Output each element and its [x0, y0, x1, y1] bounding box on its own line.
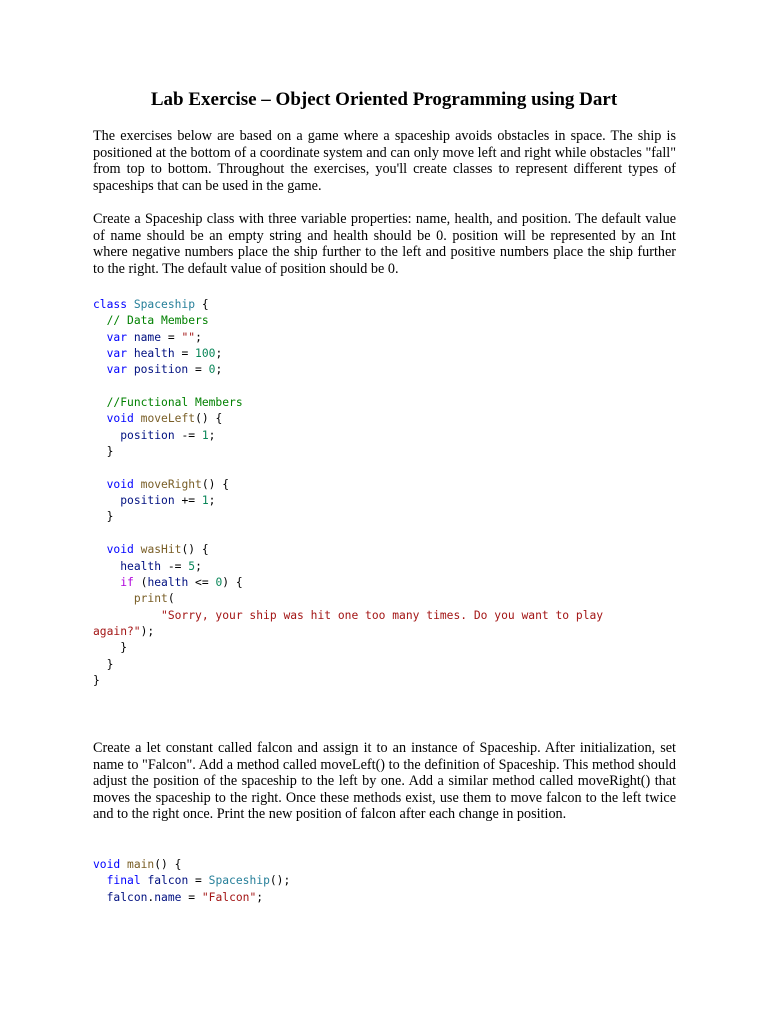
- code-token: var: [106, 347, 128, 361]
- code-line: [93, 575, 693, 591]
- code-line: [93, 857, 693, 873]
- code-line: [93, 657, 693, 673]
- code-token: wasHit: [140, 543, 182, 557]
- code-token: if: [120, 575, 134, 589]
- code-line: [93, 477, 693, 493]
- code-token: name: [154, 890, 182, 904]
- code-token: [93, 874, 107, 887]
- code-token: [127, 298, 134, 311]
- code-line: [93, 542, 693, 558]
- code-token: "Falcon": [201, 890, 257, 904]
- code-token: [93, 347, 107, 360]
- code-token: [93, 560, 120, 573]
- code-line: [93, 428, 693, 444]
- code-token: [93, 314, 107, 327]
- code-token: ) {: [222, 575, 243, 589]
- code-token: () {: [154, 858, 182, 871]
- code-line: [93, 890, 693, 906]
- code-token: [93, 429, 120, 442]
- main-function-code-block: [93, 857, 693, 906]
- code-token: ;: [195, 330, 202, 344]
- code-token: =: [188, 363, 209, 377]
- code-token: [93, 412, 107, 425]
- code-token: [120, 858, 127, 871]
- code-token: 100: [195, 347, 216, 361]
- document-title: Lab Exercise – Object Oriented Programming using Dart: [150, 89, 618, 110]
- code-token: [134, 543, 141, 556]
- code-token: .: [147, 890, 155, 904]
- code-token: health: [120, 559, 162, 573]
- code-token: [127, 363, 134, 376]
- code-token: var: [106, 330, 128, 344]
- code-token: [93, 576, 120, 589]
- code-line: [93, 460, 693, 476]
- code-token: 5: [188, 559, 196, 573]
- code-token: ;: [208, 494, 216, 508]
- code-token: moveLeft: [140, 412, 196, 426]
- code-token: }: [93, 673, 100, 687]
- code-token: [93, 609, 161, 622]
- code-token: falcon: [147, 874, 189, 888]
- code-token: ();: [269, 874, 291, 888]
- code-token: Spaceship: [133, 298, 196, 311]
- code-token: () {: [195, 412, 223, 426]
- code-token: [93, 363, 107, 376]
- code-token: health: [147, 575, 189, 589]
- code-line: [93, 608, 693, 624]
- code-line: [93, 526, 693, 542]
- code-line: [93, 379, 693, 395]
- code-token: () {: [181, 543, 209, 557]
- code-token: () {: [201, 477, 230, 491]
- code-token: <=: [188, 575, 216, 589]
- code-token: =: [174, 347, 196, 361]
- code-token: 1: [201, 494, 209, 508]
- code-line: [93, 673, 693, 689]
- code-token: ;: [215, 347, 223, 361]
- code-token: }: [93, 657, 114, 671]
- code-line: [93, 624, 693, 640]
- code-token: main: [127, 858, 155, 871]
- code-line: [93, 330, 693, 346]
- code-token: name: [133, 330, 162, 344]
- code-token: again?": [93, 624, 141, 638]
- code-token: print: [133, 592, 168, 606]
- code-token: 0: [215, 575, 223, 589]
- code-line: [93, 559, 693, 575]
- code-token: falcon: [106, 890, 148, 904]
- code-token: [134, 412, 141, 425]
- code-token: position: [133, 363, 189, 377]
- code-token: (: [133, 575, 148, 589]
- code-token: =: [161, 330, 182, 344]
- spaceship-task-paragraph: Create a Spaceship class with three variable properties: name, health, and position. The default value of name should be an empty string and health should be 0. position will be represented by an Int where negative numbers place the ship further to the left and positive numbers place the ship further to the right. The default value of position should be 0.: [93, 211, 676, 277]
- code-line: [93, 346, 693, 362]
- intro-paragraph: The exercises below are based on a game where a spaceship avoids obstacles in space. The ship is positioned at the bottom of a coordinate system and can only move left and right while obstacles "fall" from top to bottom. Throughout the exercises, you'll create classes to represent different types of spaceships that can be used in the game.: [93, 128, 676, 194]
- code-token: [134, 478, 141, 491]
- code-token: void: [106, 543, 134, 557]
- code-token: }: [93, 445, 114, 459]
- code-token: class: [93, 298, 128, 311]
- code-line: [93, 493, 693, 509]
- code-line: [93, 297, 693, 313]
- code-line: [93, 509, 693, 525]
- code-token: 0: [208, 363, 216, 377]
- code-line: [93, 313, 693, 329]
- code-token: [93, 494, 120, 507]
- code-line: [93, 873, 693, 889]
- code-token: -=: [161, 559, 189, 573]
- code-token: ;: [208, 428, 216, 442]
- code-token: final: [106, 874, 141, 888]
- code-token: {: [195, 298, 209, 311]
- code-token: [127, 347, 134, 360]
- code-token: moveRight: [140, 477, 202, 491]
- code-token: }: [93, 510, 114, 524]
- code-token: [93, 543, 107, 556]
- code-token: [93, 331, 107, 344]
- code-token: ;: [215, 363, 223, 377]
- code-token: "": [181, 330, 196, 344]
- code-token: [93, 396, 107, 409]
- code-token: [93, 592, 134, 605]
- code-line: [93, 444, 693, 460]
- falcon-task-paragraph: Create a let constant called falcon and assign it to an instance of Spaceship. After initialization, set name to "Falcon". Add a method called moveLeft() to the definition of Spaceship. This method should adjust the position of the spaceship to the left by one. Add a similar method called moveRight() that moves the spaceship to the right. Once these methods exist, use them to move falcon to the left twice and to the right once. Print the new position of falcon after each change in position.: [93, 740, 676, 823]
- code-token: =: [181, 890, 202, 904]
- code-line: [93, 591, 693, 607]
- code-token: position: [120, 428, 175, 442]
- code-line: [93, 640, 693, 656]
- code-token: ;: [256, 890, 264, 904]
- code-line: [93, 362, 693, 378]
- code-token: "Sorry, your ship was hit one too many times. Do you want to play: [161, 608, 604, 622]
- code-token: (: [167, 592, 175, 606]
- code-line: [93, 411, 693, 427]
- code-token: =: [188, 874, 209, 888]
- code-token: }: [93, 641, 128, 655]
- code-token: // Data Members: [106, 314, 209, 328]
- code-token: );: [140, 624, 155, 638]
- code-token: position: [120, 494, 175, 508]
- code-token: +=: [174, 494, 202, 508]
- code-token: void: [106, 477, 134, 491]
- code-token: -=: [174, 428, 202, 442]
- code-token: void: [106, 412, 134, 426]
- code-token: var: [106, 363, 128, 377]
- code-token: Spaceship: [208, 874, 270, 888]
- code-token: [93, 891, 107, 904]
- code-token: [127, 331, 134, 344]
- spaceship-class-code-block: [93, 297, 693, 689]
- code-token: ;: [195, 559, 202, 573]
- code-token: health: [133, 347, 175, 361]
- code-token: void: [93, 858, 121, 871]
- code-token: [93, 478, 107, 491]
- code-line: [93, 395, 693, 411]
- code-token: //Functional Members: [106, 396, 243, 410]
- code-token: 1: [201, 428, 209, 442]
